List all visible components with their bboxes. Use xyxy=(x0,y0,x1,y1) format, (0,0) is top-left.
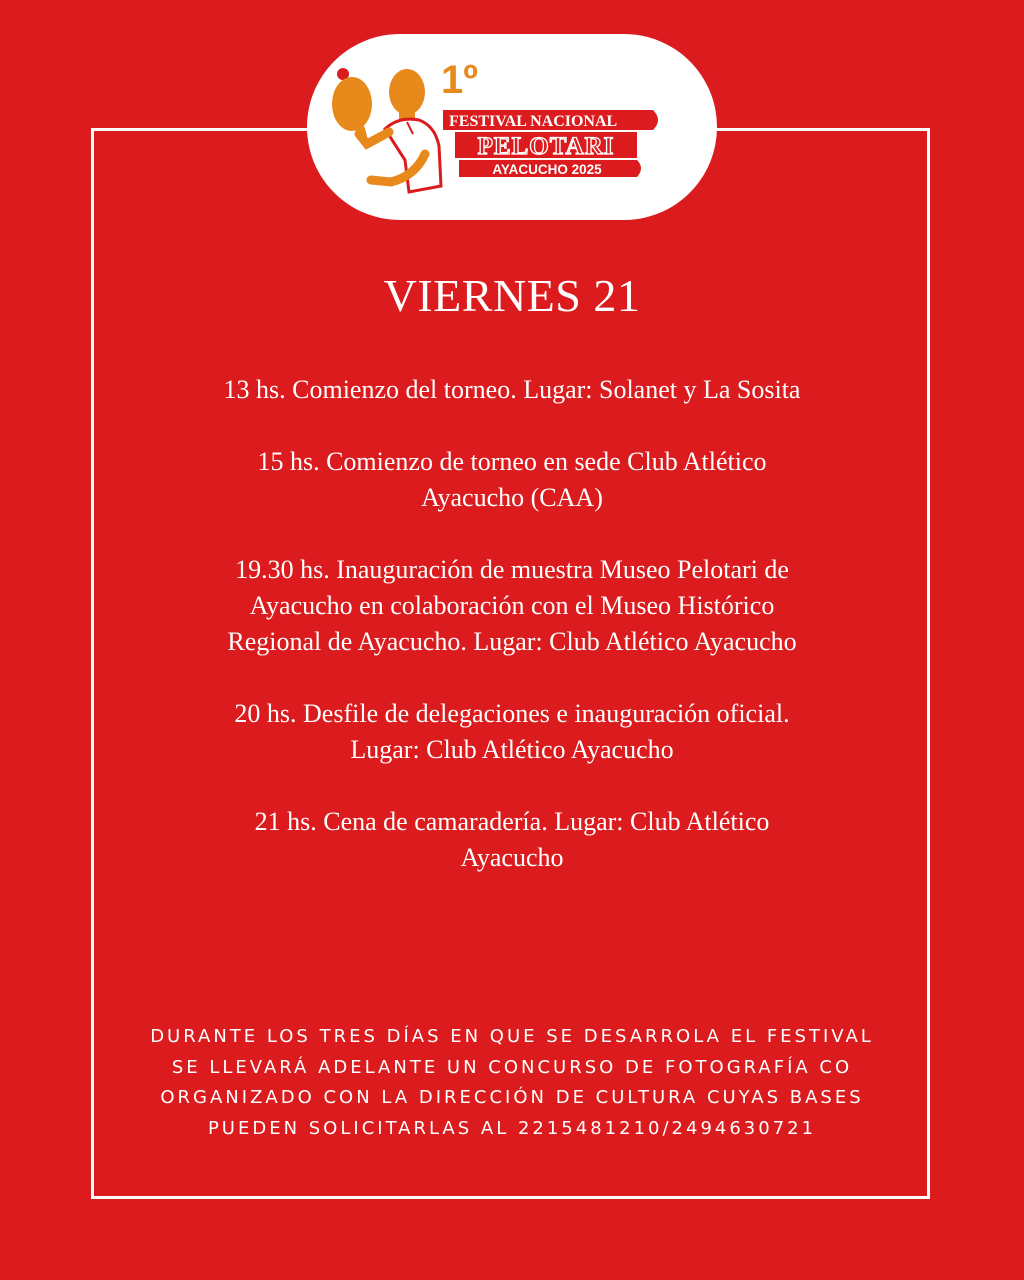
event-item: 13 hs. Comienzo del torneo. Lugar: Solanet y La Sosita xyxy=(223,375,801,404)
day-title: VIERNES 21 xyxy=(383,270,641,321)
event-item: 15 hs. Comienzo de torneo en sede Club Atlético Ayacucho (CAA) xyxy=(257,447,767,512)
event-item: 21 hs. Cena de camaradería. Lugar: Club Atlético Ayacucho xyxy=(254,807,770,872)
event-item: 20 hs. Desfile de delegaciones e inauguración oficial. Lugar: Club Atlético Ayacucho xyxy=(234,699,790,764)
logo-line3: AYACUCHO 2025 xyxy=(492,162,602,177)
pelotari-player-icon xyxy=(307,34,717,220)
festival-logo xyxy=(307,34,717,220)
event-item: 19.30 hs. Inauguración de muestra Museo Pelotari de Ayacucho en colaboración con el Museo Histórico Regional de Ayacucho. Lugar: Club Atlético Ayacucho xyxy=(227,555,797,656)
photo-contest-notice: DURANTE LOS TRES DÍAS EN QUE SE DESARROLA EL FESTIVAL SE LLEVARÁ ADELANTE UN CONCURSO DE FOTOGRAFÍA CO ORGANIZADO CON LA DIRECCIÓN DE CULTURA CUYAS BASES PUEDEN SOLICITARLAS AL 2215481210/2494630721 xyxy=(150,1026,874,1139)
edition-number: 1º xyxy=(441,58,478,102)
logo-line1: FESTIVAL NACIONAL xyxy=(449,113,618,130)
event-list xyxy=(212,372,812,912)
logo-line2: PELOTARI xyxy=(477,133,615,160)
